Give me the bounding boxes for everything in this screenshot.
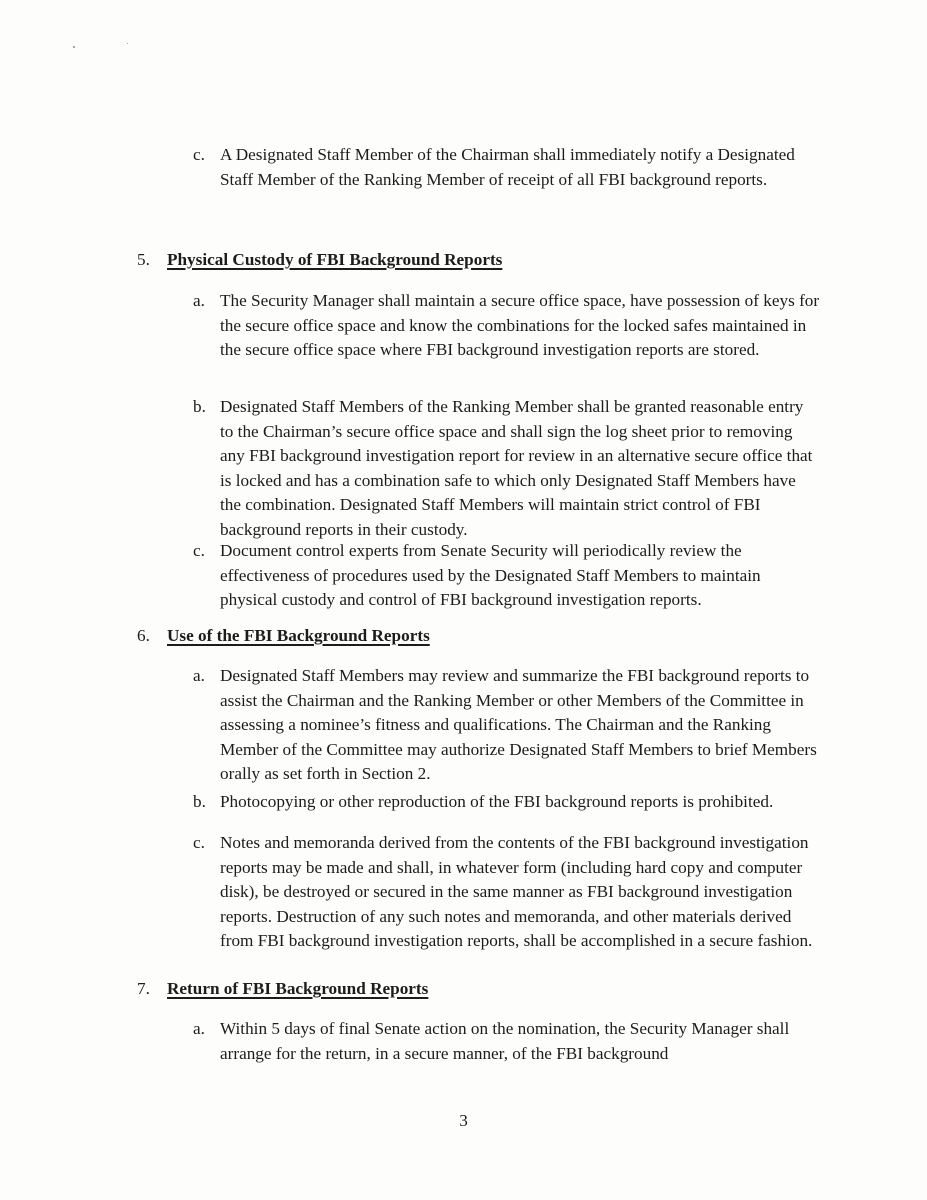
section-heading-5 bbox=[137, 248, 502, 272]
list-item bbox=[193, 1017, 820, 1066]
list-item-letter: a. bbox=[193, 291, 205, 310]
section-number: 7. bbox=[137, 979, 150, 998]
section-number: 5. bbox=[137, 250, 150, 269]
list-item-text: Document control experts from Senate Security will periodically review the effectiveness of procedures used by the Designated Staff Members to maintain physical custody and control of FBI background investigation reports. bbox=[220, 541, 761, 610]
section-heading-6 bbox=[137, 624, 430, 648]
list-item-letter: c. bbox=[193, 145, 205, 164]
list-item-text: Photocopying or other reproduction of the FBI background reports is prohibited. bbox=[220, 792, 774, 811]
scan-speck bbox=[73, 46, 75, 48]
list-item bbox=[193, 831, 825, 954]
list-item-text: A Designated Staff Member of the Chairman shall immediately notify a Designated Staff Member of the Ranking Member of receipt of all FBI background reports. bbox=[220, 145, 795, 189]
list-item bbox=[193, 289, 825, 363]
section-heading-7 bbox=[137, 977, 428, 1001]
list-item-letter: b. bbox=[193, 792, 206, 811]
list-item bbox=[193, 664, 830, 787]
list-item bbox=[193, 395, 820, 543]
list-item-text: Notes and memoranda derived from the contents of the FBI background investigation reports may be made and shall, in whatever form (including hard copy and computer disk), be destroyed or secured in the same manner as FBI background investigation reports. Destruction of any such notes and memoranda, and other materials derived from FBI background investigation reports, shall be accomplished in a secure fashion. bbox=[220, 833, 813, 951]
scan-speck bbox=[127, 43, 128, 44]
list-item-text: Designated Staff Members of the Ranking Member shall be granted reasonable entry to the Chairman’s secure office space and shall sign the log sheet prior to removing any FBI background investigation report for review in an alternative secure office that is locked and has a combination safe to which only Designated Staff Members have the combination. Designated Staff Members will maintain strict control of FBI background reports in their custody. bbox=[220, 397, 813, 539]
list-item-letter: a. bbox=[193, 1019, 205, 1038]
list-item-text: The Security Manager shall maintain a secure office space, have possession of keys for the secure office space and know the combinations for the locked safes maintained in the secure office space where FBI background investigation reports are stored. bbox=[220, 291, 820, 360]
list-item bbox=[193, 143, 820, 192]
page-number: 3 bbox=[459, 1111, 468, 1130]
list-item-letter: c. bbox=[193, 541, 205, 560]
list-item-letter: b. bbox=[193, 397, 206, 416]
section-number: 6. bbox=[137, 626, 150, 645]
section-title: Return of FBI Background Reports bbox=[167, 979, 429, 998]
list-item-letter: a. bbox=[193, 666, 205, 685]
section-title: Use of the FBI Background Reports bbox=[167, 626, 430, 645]
list-item-letter: c. bbox=[193, 833, 205, 852]
section-title: Physical Custody of FBI Background Reports bbox=[167, 250, 503, 269]
list-item-text: Within 5 days of final Senate action on the nomination, the Security Manager shall arrange for the return, in a secure manner, of the FBI background bbox=[220, 1019, 790, 1063]
list-item bbox=[193, 790, 860, 815]
list-item bbox=[193, 539, 820, 613]
list-item-text: Designated Staff Members may review and summarize the FBI background reports to assist the Chairman and the Ranking Member or other Members of the Committee in assessing a nominee’s fitness and qualifications. The Chairman and the Ranking Member of the Committee may authorize Designated Staff Members to brief Members orally as set forth in Section 2. bbox=[220, 666, 817, 784]
